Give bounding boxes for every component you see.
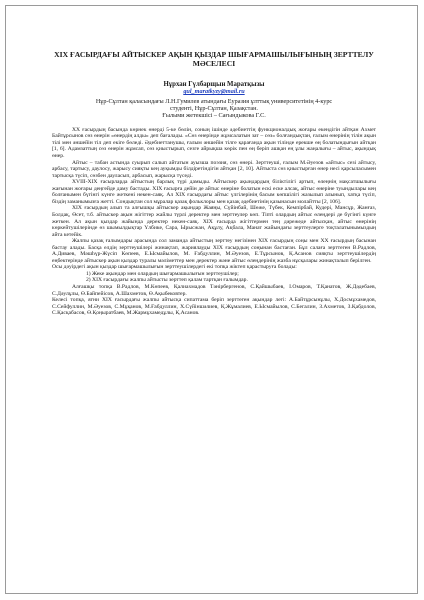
author-affiliation-line-2: студенті, Нұр-Сұлтан, Қазақстан.: [170, 105, 258, 113]
document-body: [52, 127, 376, 317]
body-paragraph: XVIII-XIX ғасырларда айтыстың барлық түрі дамыды. Айтыскер ақындардың біліктілігі артып, өлеңнің мақсатшылығы жағынан жоғары деңгейде даму бастады. ХІХ ғасырға дейін де айтыс өнеріне болатын ескі еске алсақ, айтыс өнеріне туындылары кең болғанымен бүгінгі күнге жеткені некен-саяқ. Ал ХІХ ғасырдағы айтыс үлгілерінің басым көпшілігі жазылып алынып, хатқа түсіп, біздің заманымызға жетті. Сондықтан сол мұралар қазақ фольклоры мен қазақ әдебиетінің қазынасын молайтты [2, 106].: [52, 179, 376, 205]
document-title: XIX ҒАСЫРДАҒЫ АЙТЫСКЕР АҚЫН ҚЫЗДАР ШЫҒАРМАШЫЛЫҒЫНЫҢ ЗЕРТТЕЛУ МӘСЕЛЕСІ: [54, 50, 374, 69]
body-paragraph: Келесі топқа, ягни ХІХ ғасырдағы жалпы айтысқа сипаттама беріп зерттеген ақындар легі: А.Байтұрсынұлы, Х.Досмұхамедов, С.Сейфуллин, М.Әуезов, С.Мұқанов, М.Ғабдуллин, Х.Сүйіншәлиев, Қ.Жұмалиев, Е.Ысмайылов, С.Бегалин, З.Ахметов, З.Қабдолов, С.Қасқабасов, Ө.Қоңыратбаев, М.Жармұхамедұлы, Қ.Асанов.: [52, 297, 376, 317]
author-affiliation-line-1: Нұр-Сұлтан қаласындағы Л.Н.Гумилев атындағы Еуразия ұлттық университетінің 4-курс: [95, 97, 333, 105]
body-paragraph: Жалпы қазақ ғалымдары арасында сол заманда айтыстың зерттеу негізінен ХІХ ғасырдың соңы мен ХХ ғасырдың басынан бастау алады. Басқа елдің зерттеушілері жинақтап, жариялауды ХІХ ғасырдың соңынан бастаған. Бұл салаға зерттеген В.Радлов, А.Диваев, Мәшһүр-Жүсіп Көпеев, Е.Ысмайылов, М. Ғабдуллин, М.Әуезов, Е.Тұрсынов, Қ.Асанов сияқты зерттеушілердің еңбектерінде айтыскер ақын қыздар туралы мәліметтер мен деректер және айтыс өлеңдерінің жазба нұсқалары жинақталып берілген.: [52, 238, 376, 264]
author-name: Нұрхан Гүлбарщын Маратқызы: [163, 80, 265, 88]
document-content: [52, 50, 376, 317]
author-block: [52, 81, 376, 120]
list-item: 1) Жеке ақындар мен олардың шығармашылығын зерттеушілер;: [86, 270, 239, 277]
body-paragraph: ХІХ ғасырдың алып та алғышқы айтыскер ақындар Жаяңы, Сүйінбай, Шөже, Түбек, Кемпірбай, Кудері, Мансұр, Жанғаз, Болдақ, Өсет, т.б. айтыскер ақын жігіттер жайлы түрлі деректер мен зерттеулер көп. Тіпті олардың айтыс өлеңдері де бүгінгі күнге жеткен. Ал ақын қыздар жайында деректер некен-саяқ. ХІХ ғасырда жігіттермен тең дәрежеде айтысқан, айтыс өнерінің көркейтушілерінде өз шымылдықтар Үлбике, Сара, Ырысжан, Ақұлу, Ақбала, Манат жайындағы зерттеулерге тоқталатынымыздың айта кетейік.: [52, 205, 376, 238]
author-email-link[interactable]: gul_maratkyzy@mail.ru: [183, 88, 245, 96]
list-item: 2) ХІХ ғасырдағы жалпы айтысты зерттеп қалам тартқан ғалымдар.: [86, 277, 248, 284]
body-paragraph: Алғашқы топқа В.Радлов, М.Көпеев, Қалиахмадов Тәнірбергенов, С.Қайшыбаев, І.Омаров, Т.Қанатов, Ж.Дәдебаев, С.Дәулұлы, Ө.Байпейісов, А.Шахметов, Ө.Ақыбековтер.: [52, 283, 376, 297]
body-paragraph: ХХ ғасырдың басында көрнек өнерді 5-ке бөлін, соның ішінде әдебиеттің функционалдық жоғары екендігін айтқан Ахмет Байтұрсынов сөз өнерін «өнердің алды» деп бағалады. «Сөз өнерінде жұмсалатын зат – сөз» болғандықтан, ғалым өнерінің тілін ақын тілі мен әншейін тіл деп екіге бөледі. Әдебиеттанушы, ғалым әншейін тілге қарағанда ақын тілінде ерекше өң болатындығын айтқан [1, 6]. Адамзаттың сөз өнерін жұмсап, сөз қиыстырып, сезге айрықша көрік пен өң беріп ашқан ең ұлы жаңалығы – айтыс, ақындық өнер.: [52, 126, 376, 160]
body-paragraph: Айтыс – табан астында суырып салып айтатын ауызша поэзия, сөз өнері. Зерттеуші, ғалым М.Әуезов «айтыс» сезі айтысу, арбасу, тартысу, даулосу, жарысу сияқты кең ауқымды білдіретіндігін айтқан [2, 10]. Айтыста сөз қиыстырған өнер несі қарсыласымен тартысқа түсіп, сөзбен дауласып, арбасып, жарысқа түседі.: [52, 159, 376, 179]
author-advisor: Ғылыми жетекшісі – Сағындыкова Г.С.: [162, 112, 266, 120]
body-paragraph: Осы дәуірдегі ақын қыздар шығармашылығын зерттеушілердегі екі топқа жіктеп қарастыруға болады:: [52, 264, 297, 271]
